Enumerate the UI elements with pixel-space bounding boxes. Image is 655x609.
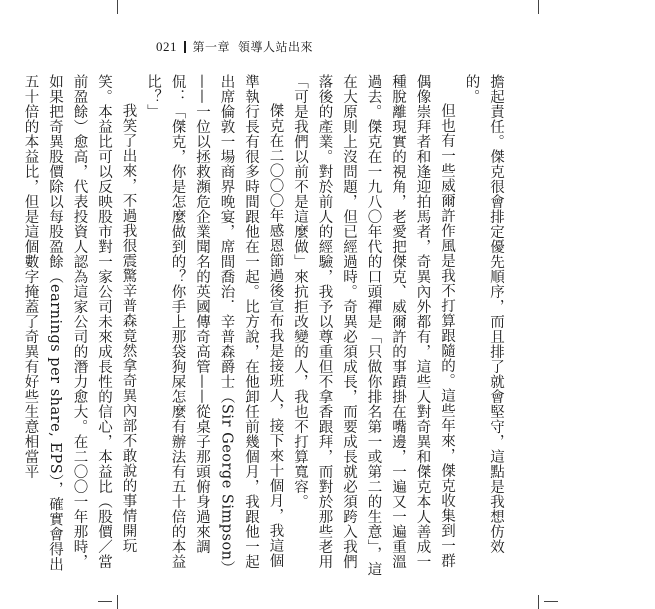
paragraph: 但也有一些威爾許作風是我不打算跟隨的。這些年來，傑克收集到一群偶像崇拜者和逢迎拍馬者，奇異內外都有，這些人對奇異和傑克本人善成一種脫離現實的視角，老愛把傑克、威爾許的事蹟掛在嘴邊，一遍又一遍重溫過去。傑克在一九八〇年代的口頭禪是「只做你排名第一或第二的生意」，這在大原則上沒問題，但已經過時。奇異必須成長，而要成長就必須跨入我們落後的產業。對於前人的經驗，我予以尊重但不拿香跟拜，而對於那些老用「可是我們以前不是這麼做」來抗拒改變的人，我也不打算寬容。 (292, 74, 455, 577)
crop-mark (117, 595, 118, 609)
paragraph: 我笑了出來，不過我很震驚辛普森竟然拿奇異內部不敢說的事情開玩笑。本益比可以反映股市對一家公司未來成長性的信心，本益比（股價／當前盈餘）愈高，代表投資人認為這家公司的潛力愈大。在二〇〇一年那時，如果把奇異股價除以每股盈餘（earnings per share, EPS），確實會得出五十倍的本益比，但是這個數字掩蓋了奇異有好些生意相當平 (22, 74, 137, 572)
paragraph: 傑克在二〇〇〇年感恩節過後宣布我是接班人，接下來十個月，我這個準執行長有很多時間跟他在一起。比方說，在他卸任前幾個月，我跟他一起出席倫敦一場商界晚宴，席間喬治．辛普森爵士（Sir George Simpson）——一位以拯救瀕危企業聞名的英國傳奇高管——從桌子那頭俯身過來調侃：「傑克，你是怎麼做到的？你手上那袋狗屎怎麼有辦法有五十倍的本益比？」 (145, 74, 284, 576)
body-text (22, 74, 508, 582)
chapter-label: 第一章 (192, 40, 231, 54)
paragraph: 擔起責任。傑克很會排定優先順序，而且排了就會堅守，這點是我想仿效的。 (463, 74, 504, 554)
page-number: 021 (156, 38, 177, 54)
chapter-title: 領導人站出來 (238, 40, 314, 54)
crop-mark (98, 601, 112, 602)
running-head (156, 38, 313, 55)
crop-mark (117, 0, 118, 14)
crop-mark (538, 595, 539, 609)
header-divider (184, 41, 186, 53)
crop-mark (538, 0, 539, 14)
crop-mark (544, 601, 558, 602)
